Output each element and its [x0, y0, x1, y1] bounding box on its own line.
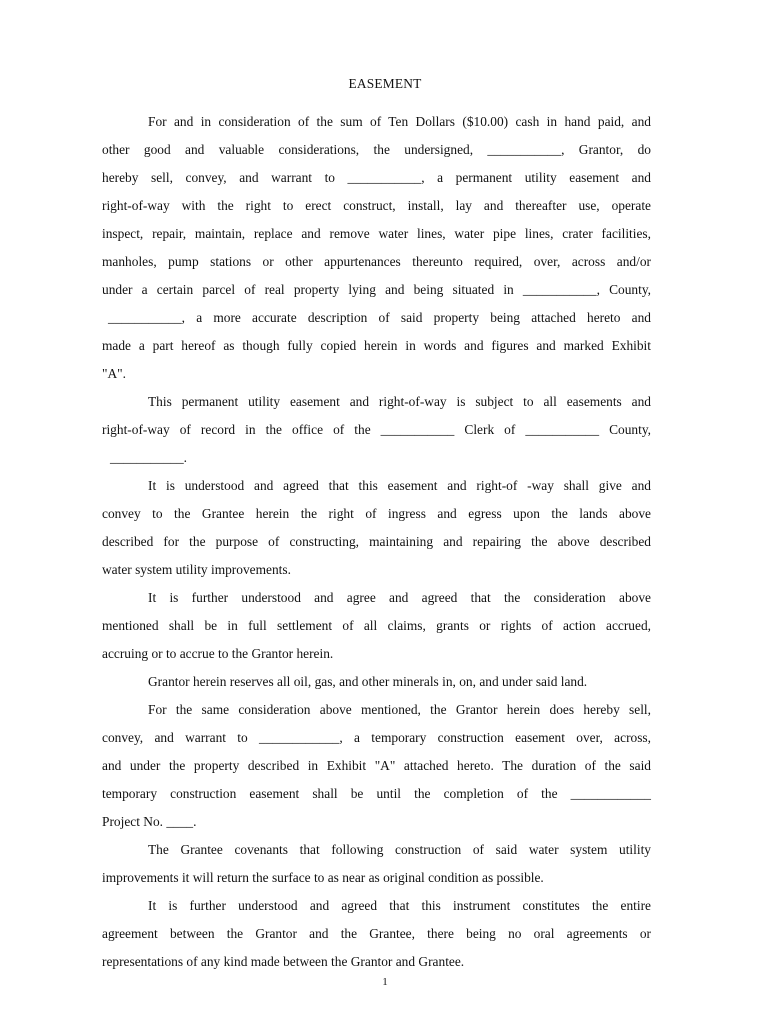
- text-line: convey, and warrant to ____________, a temporary construction easement over, across,: [102, 730, 651, 745]
- text-line: ___________, a more accurate description of said property being attached hereto and: [108, 310, 651, 325]
- text-line: This permanent utility easement and right-of-way is subject to all easements and: [148, 394, 651, 409]
- text-line: manholes, pump stations or other appurtenances thereunto required, over, across and/or: [102, 254, 651, 269]
- text-line: under a certain parcel of real property lying and being situated in ___________, County,: [102, 282, 651, 297]
- text-line: It is further understood and agree and agreed that the consideration above: [148, 590, 651, 605]
- text-line: described for the purpose of constructing, maintaining and repairing the above described: [102, 534, 651, 549]
- page-number: 1: [382, 976, 388, 988]
- text-line: agreement between the Grantor and the Grantee, there being no oral agreements or: [102, 926, 651, 941]
- text-line: right-of-way of record in the office of the ___________ Clerk of ___________ County,: [102, 422, 651, 437]
- text-line: For and in consideration of the sum of Ten Dollars ($10.00) cash in hand paid, and: [148, 114, 651, 129]
- text-line: Project No. ____.: [102, 814, 197, 829]
- text-line: other good and valuable considerations, the undersigned, ___________, Grantor, do: [102, 142, 651, 157]
- text-line: ___________.: [110, 450, 187, 465]
- text-line: accruing or to accrue to the Grantor herein.: [102, 646, 334, 661]
- text-line: mentioned shall be in full settlement of all claims, grants or rights of action accrued,: [102, 618, 651, 633]
- text-line: right-of-way with the right to erect construct, install, lay and thereafter use, operate: [102, 198, 651, 213]
- text-line: For the same consideration above mentioned, the Grantor herein does hereby sell,: [148, 702, 651, 717]
- document-title: EASEMENT: [348, 76, 422, 91]
- text-line: temporary construction easement shall be until the completion of the ____________: [102, 786, 651, 801]
- text-line: made a part hereof as though fully copied herein in words and figures and marked Exhibit: [102, 338, 651, 353]
- text-line: and under the property described in Exhibit "A" attached hereto. The duration of the said: [102, 758, 651, 773]
- text-line: improvements it will return the surface to as near as original condition as possible.: [102, 870, 544, 885]
- text-line: It is understood and agreed that this easement and right-of -way shall give and: [148, 478, 651, 493]
- text-line: representations of any kind made between the Grantor and Grantee.: [102, 954, 465, 969]
- text-line: water system utility improvements.: [102, 562, 291, 577]
- text-line: hereby sell, convey, and warrant to ___________, a permanent utility easement and: [102, 170, 651, 185]
- text-line: It is further understood and agreed that this instrument constitutes the entire: [148, 898, 651, 913]
- text-line: Grantor herein reserves all oil, gas, and other minerals in, on, and under said land.: [148, 674, 588, 689]
- text-line: "A".: [102, 366, 126, 381]
- text-line: inspect, repair, maintain, replace and remove water lines, water pipe lines, crater facilities,: [102, 226, 651, 241]
- text-line: The Grantee covenants that following construction of said water system utility: [148, 842, 651, 857]
- text-line: convey to the Grantee herein the right of ingress and egress upon the lands above: [102, 506, 651, 521]
